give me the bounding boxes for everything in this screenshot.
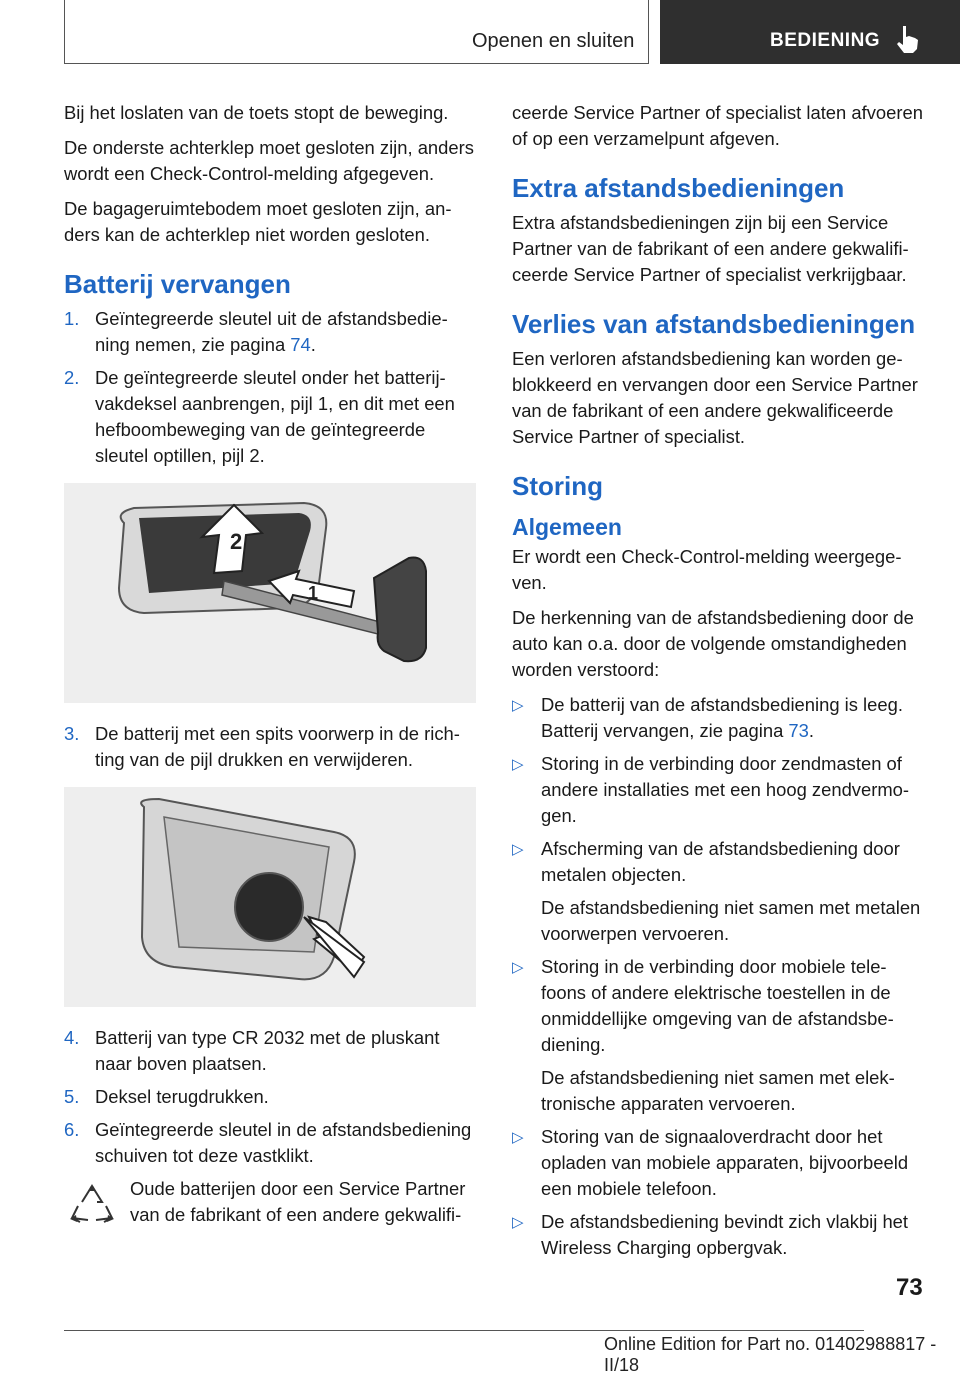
step-text: De geïntegreerde sleutel onder het batterijvakdeksel aanbrengen, pijl 1, en dit met een hefboombeweging van de geïntegreerde sleutel optillen, pijl 2. [95, 367, 455, 466]
arrow-label: 1 [308, 583, 319, 603]
step-text: Deksel terugdrukken. [95, 1086, 269, 1107]
step-text: Geïntegreerde sleutel uit de afstandsbediening nemen, zie pagina [95, 308, 448, 355]
triangle-bullet-icon: ▷ [512, 959, 524, 976]
step-text: De batterij met een spits voorwerp in de richting van de pijl drukken en verwijderen. [95, 723, 460, 770]
heading-extra-afstandsbedieningen: Extra afstandsbedieningen [512, 173, 845, 203]
triangle-bullet-icon: ▷ [512, 756, 524, 773]
hand-pointer-icon [894, 24, 920, 54]
step-number: 2. [64, 367, 80, 388]
step-item: 1. Geïntegreerde sleutel uit de afstandsbediening nemen, zie pagina 74. [64, 308, 448, 355]
step-item [64, 1025, 476, 1077]
list-subitem: De afstandsbediening niet samen met elektronische apparaten vervoeren. [541, 1067, 895, 1114]
triangle-bullet-icon: ▷ [512, 841, 524, 858]
page-number: 73 [896, 1274, 923, 1301]
list-item: ▷ De batterij van de afstandsbediening is leeg. [512, 692, 924, 718]
header-chapter-label: BEDIENING [770, 30, 881, 51]
step-number: 6. [64, 1119, 80, 1140]
step-number: 1. [64, 308, 80, 329]
environment-note [64, 1176, 476, 1228]
step-text: Geïntegreerde sleutel in de afstandsbediening schuiven tot deze vastklikt. [95, 1119, 472, 1166]
paragraph: De onderste achterklep moet gesloten zijn, anders wordt een Check-Control-melding afgegeven. [64, 137, 474, 184]
list-item: ▷ Storing van de signaaloverdracht door het opladen van mobiele apparaten, bijvoorbeeld een mobiele telefoon. [512, 1126, 909, 1199]
paragraph: ceerde Service Partner of specialist laten afvoeren of op een verzamelpunt afgeven. [512, 102, 923, 149]
triangle-bullet-icon: ▷ [512, 697, 524, 714]
arrow-label: 2 [230, 529, 243, 554]
step-number: 5. [64, 1086, 80, 1107]
list-item: ▷ Storing in de verbinding door mobiele telefoons of andere elektrische toestellen in de onmiddellijke omgeving van de afstandsbediening. [512, 956, 894, 1055]
list-item: ▷ Storing in de verbinding door zendmasten of andere installaties met een hoog zendvermogen. [512, 753, 910, 826]
right-column [512, 100, 924, 1268]
left-column [64, 100, 476, 1228]
header-section-title: Openen en sluiten [472, 30, 635, 52]
key-lever-illustration [64, 483, 476, 703]
list-item: ▷ De afstandsbediening bevindt zich vlakbij het Wireless Charging opbergvak. [512, 1211, 909, 1258]
step-text: Batterij van type CR 2032 met de pluskant naar boven plaatsen. [95, 1027, 440, 1074]
step-number: 3. [64, 723, 80, 744]
recycle-icon [68, 1182, 116, 1226]
heading-algemeen: Algemeen [512, 514, 622, 540]
environment-note-text: Oude batterijen door een Service Partner van de fabrikant of een andere gekwalifi- [130, 1178, 466, 1225]
heading-batterij-vervangen: Batterij vervangen [64, 269, 291, 299]
list-subitem: Batterij vervangen, zie pagina 73. [541, 720, 814, 741]
step-item [64, 365, 476, 469]
triangle-bullet-icon: ▷ [512, 1129, 524, 1146]
step-number: 4. [64, 1027, 80, 1048]
paragraph: De bagageruimtebodem moet gesloten zijn, anders kan de achterklep niet worden gesloten. [64, 198, 452, 245]
list-item: ▷ Afscherming van de afstandsbediening door metalen objecten. [512, 838, 900, 885]
paragraph: Bij het loslaten van de toets stopt de beweging. [64, 102, 449, 123]
triangle-bullet-icon: ▷ [512, 1214, 524, 1231]
paragraph: De herkenning van de afstandsbediening door de auto kan o.a. door de volgende omstandigheden worden verstoord: [512, 607, 914, 680]
paragraph: Extra afstandsbedieningen zijn bij een Service Partner van de fabrikant of een andere gekwalificeerde Service Partner of specialist verkrijgbaar. [512, 212, 909, 285]
heading-storing: Storing [512, 471, 603, 501]
paragraph: Er wordt een Check-Control-melding weergegeven. [512, 546, 902, 593]
paragraph: Een verloren afstandsbediening kan worden geblokkeerd en vervangen door een Service Partner van de fabrikant of een andere gekwalificeerde Service Partner of specialist. [512, 348, 918, 447]
list-subitem: De afstandsbediening niet samen met metalen voorwerpen vervoeren. [541, 897, 921, 944]
page-link[interactable]: 74 [290, 334, 311, 355]
battery-removal-illustration [64, 787, 476, 1007]
step-item [64, 1117, 476, 1169]
footer-divider [64, 1330, 864, 1331]
heading-verlies: Verlies van afstandsbedieningen [512, 309, 916, 339]
step-item [64, 721, 476, 773]
header-chapter-tab[interactable] [660, 0, 960, 64]
footer-edition: Online Edition for Part no. 01402988817 - II/18 [604, 1334, 937, 1375]
page-link[interactable]: 73 [788, 720, 809, 741]
step-item [64, 1084, 476, 1110]
